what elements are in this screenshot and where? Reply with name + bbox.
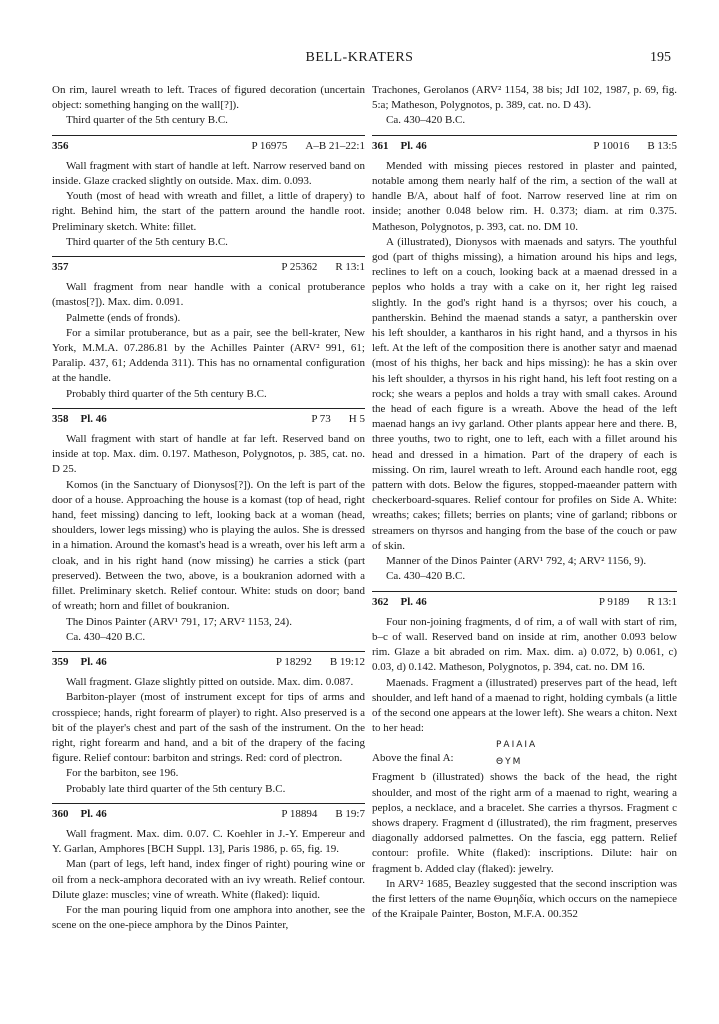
plate-ref: Pl. 46 [80, 807, 107, 820]
deposit-location: B 13:5 [647, 139, 677, 152]
inscription-text: ΡΑΙΑΙΑ [496, 740, 538, 751]
entry-heading-358 [52, 408, 365, 427]
deposit-location: R 13:1 [335, 261, 365, 274]
paragraph: Komos (in the Sanctuary of Dionysos[?]). On the left is part of the door of a house. Approaching the house is a komast (top of head, right hand, feet missing) dancing to left, looking back at a woman (head, shoulders, lower legs missing) who is playing the aulos. She is dressed in a himation. Around the komast's head is a wreath, over his left arm a cloak, and in his right hand (now missing) he carries a stick (part preserved). Between the two, above, is a boukranion adorned with a fillet. Preliminary sketch. Relief contour. White: studs on door; band of wreath; horn and fillet of boukranion. [52, 478, 365, 613]
paragraph: The Dinos Painter (ARV¹ 791, 17; ARV² 1153, 24). [66, 615, 292, 628]
paragraph: On rim, laurel wreath to left. Traces of figured decoration (uncertain object: something hanging on the wall[?]). [52, 84, 365, 112]
deposit-location: A–B 21–22:1 [305, 139, 365, 152]
paragraph: Wall fragment. Max. dim. 0.07. C. Koehler in J.-Y. Empereur and Y. Garlan, Amphores [BCH Suppl. 13], Paris 1986, p. 65, fig. 19. [52, 827, 365, 856]
paragraph: Wall fragment. Glaze slightly pitted on outside. Max. dim. 0.087. [66, 676, 354, 689]
date-line: Probably late third quarter of the 5th century B.C. [66, 782, 286, 795]
plate-ref: Pl. 46 [80, 655, 107, 668]
date-line: Ca. 430–420 B.C. [66, 630, 146, 643]
date-line: Probably third quarter of the 5th century B.C. [66, 387, 267, 400]
inventory-number: P 10016 [593, 139, 630, 152]
entry-number: 357 [52, 261, 69, 274]
inventory-number: P 25362 [281, 261, 318, 274]
entry-heading-361 [372, 135, 677, 154]
inscription-block [372, 738, 677, 768]
inventory-number: P 18894 [281, 807, 318, 820]
paragraph: Manner of the Dinos Painter (ARV¹ 792, 4; ARV² 1156, 9). [386, 555, 647, 568]
entry-heading-356 [52, 135, 365, 154]
paragraph: For the barbiton, see 196. [66, 767, 179, 780]
entry-number: 358 [52, 412, 69, 425]
paragraph: For a similar protuberance, but as a pair, see the bell-krater, New York, M.M.A. 07.286.81 by the Achilles Painter (ARV² 991, 61; Paralip. 437, 61; Addenda 311). This has no ornamental configuration at the handle. [52, 326, 365, 385]
paragraph: Wall fragment with start of handle at left. Narrow reserved band on inside. Glaze cracked slightly on outside. Max. dim. 0.093. [52, 159, 365, 188]
inscription-label: Above the final A: [372, 752, 454, 765]
deposit-location: H 5 [348, 412, 365, 425]
paragraph: Fragment b (illustrated) shows the back of the head, the right shoulder, and most of the right arm of a maenad to right, wearing a peplos, a necklace, and a bracelet. She carries a thyrsos. Fragment c shows drapery. Fragment d (illustrated), the rim fragment, preserves diagonally addorsed palmettes. On the fascia, egg pattern. Relief contour: profile. White (flaked): inscriptions. Dilute: hair on fragment b. Added clay (flaked): jewelry. [372, 771, 677, 875]
paragraph: Palmette (ends of fronds). [66, 311, 181, 324]
right-column [372, 83, 677, 922]
paragraph: For the man pouring liquid from one amphora into another, see the scene on the one-piece amphora by the Dinos Painter, [52, 903, 365, 932]
running-header [0, 50, 719, 70]
inscription-text: ΘΥΜ [496, 757, 523, 768]
running-title: BELL-KRATERS [305, 50, 414, 65]
inventory-number: P 73 [311, 412, 331, 425]
entry-heading-360 [52, 803, 365, 822]
paragraph: Wall fragment with start of handle at far left. Reserved band on inside at top. Max. dim. 0.197. Matheson, Polygnotos, p. 385, cat. no. D 25. [52, 433, 365, 476]
paragraph: A (illustrated), Dionysos with maenads and satyrs. The youthful god (part of thighs missing), a himation around his hips and legs, reclines to left on a couch, looking back at a maenad dressed in a peplos who holds a tray with a cake on it, her right leg raised slightly. In the god's right hand is a thyrsos; over his couch, a pantherskin. Behind the maenad stands a satyr, a pantherskin over his left shoulder, a kantharos in his right hand, and a thyrsos in his left. At the left of the composition there is another satyr and maenad (most of his thighs, her back and hips missing): he has a skin over his left shoulder, a thyrsos in his right hand, his left foot resting on a rock; she wears a peplos and holds a tray with small cakes. Around the head of each figure is a wreath. Above the head of the left maenad hangs an ivy garland. Other plants appear here and there. B, three youths, two to right, one to left, each with a fillet around his head and dressed in a himation. Part of the drapery of each is missing. On rim, laurel wreath to left. Around each handle root, egg pattern with dots. Below the figures, stopped-maeander pattern with checkerboard-squares. Relief contour for profiles on Side A. White: wreaths; cakes; fillets; berries on plants; vine of garland; ribbons or streamers on thyrsos and hanging from the base of the couch or paw of skin. [372, 235, 677, 552]
inventory-number: P 9189 [598, 595, 630, 608]
entry-number: 356 [52, 139, 69, 152]
paragraph: Four non-joining fragments, d of rim, a of wall with start of rim, b–c of wall. Reserved band on inside at rim, another 0.093 below rim. Glaze a bit abraded on rim. Max. dim. a) 0.072, b) 0.061, c) 0.03, d) 0.142. Matheson, Polygnotos, p. 394, cat. no. DM 16. [372, 615, 677, 674]
entry-number: 361 [372, 139, 389, 152]
inventory-number: P 16975 [251, 139, 288, 152]
paragraph: Trachones, Gerolanos (ARV² 1154, 38 bis; JdI 102, 1987, p. 69, fig. 5:a; Matheson, Polygnotos, p. 389, cat. no. D 43). [372, 84, 677, 112]
deposit-location: R 13:1 [647, 595, 677, 608]
paragraph: Mended with missing pieces restored in plaster and painted, notable among them nearly half of the rim, a section of the wall at handle B/A, about half of foot. Narrow reserved line at rim on inside; another 0.048 below rim. H. 0.373; diam. at rim 0.375. Matheson, Polygnotos, p. 393, cat. no. DM 10. [372, 159, 677, 233]
paragraph: Youth (most of head with wreath and fillet, a little of drapery) to right. Behind him, the start of the pattern around the handle root. Preliminary sketch. White: fillet. [52, 190, 365, 233]
deposit-location: B 19:7 [335, 807, 365, 820]
paragraph: Man (part of legs, left hand, index finger of right) pouring wine or oil from a neck-amphora decorated with an ivy wreath. Relief contour. Dilute glaze: muscles; vine of wreath. White (flaked): liquid. [52, 858, 365, 901]
deposit-location: B 19:12 [329, 655, 365, 668]
left-column [52, 83, 365, 933]
page-number: 195 [650, 50, 671, 65]
date-line: Third quarter of the 5th century B.C. [66, 114, 228, 127]
entry-number: 362 [372, 595, 389, 608]
entry-number: 360 [52, 807, 69, 820]
entry-heading-357 [52, 256, 365, 275]
paragraph: Maenads. Fragment a (illustrated) preserves part of the head, left shoulder, and left hand of a maenad to right, holding cymbals (a little of the second one appears at the lower left). She wears a chiton. Next to her head: [372, 676, 677, 735]
inventory-number: P 18292 [275, 655, 312, 668]
plate-ref: Pl. 46 [400, 595, 427, 608]
paragraph: Wall fragment from near handle with a conical protuberance (mastos[?]). Max. dim. 0.091. [52, 281, 365, 309]
paragraph: In ARV² 1685, Beazley suggested that the second inscription was the first letters of the name Θυμηδία, which occurs on the namepiece of the Kraipale Painter, Boston, M.F.A. 00.352 [372, 877, 677, 921]
paragraph: Barbiton-player (most of instrument except for tips of arms and crosspiece; hands, right forearm of player) to right. Also preserved is a bit of the player's chest and part of the sash of the instrument. On the right, right forearm and hand, and a bit of the drapery of the facing figure. Relief contour: barbiton and strings. Red: cord of plectron. [52, 691, 365, 765]
entry-heading-362 [372, 591, 677, 610]
date-line: Ca. 430–420 B.C. [386, 570, 466, 583]
entry-heading-359 [52, 651, 365, 670]
plate-ref: Pl. 46 [400, 139, 427, 152]
plate-ref: Pl. 46 [80, 412, 107, 425]
date-line: Third quarter of the 5th century B.C. [66, 235, 228, 248]
date-line: Ca. 430–420 B.C. [386, 114, 466, 127]
entry-number: 359 [52, 655, 69, 668]
